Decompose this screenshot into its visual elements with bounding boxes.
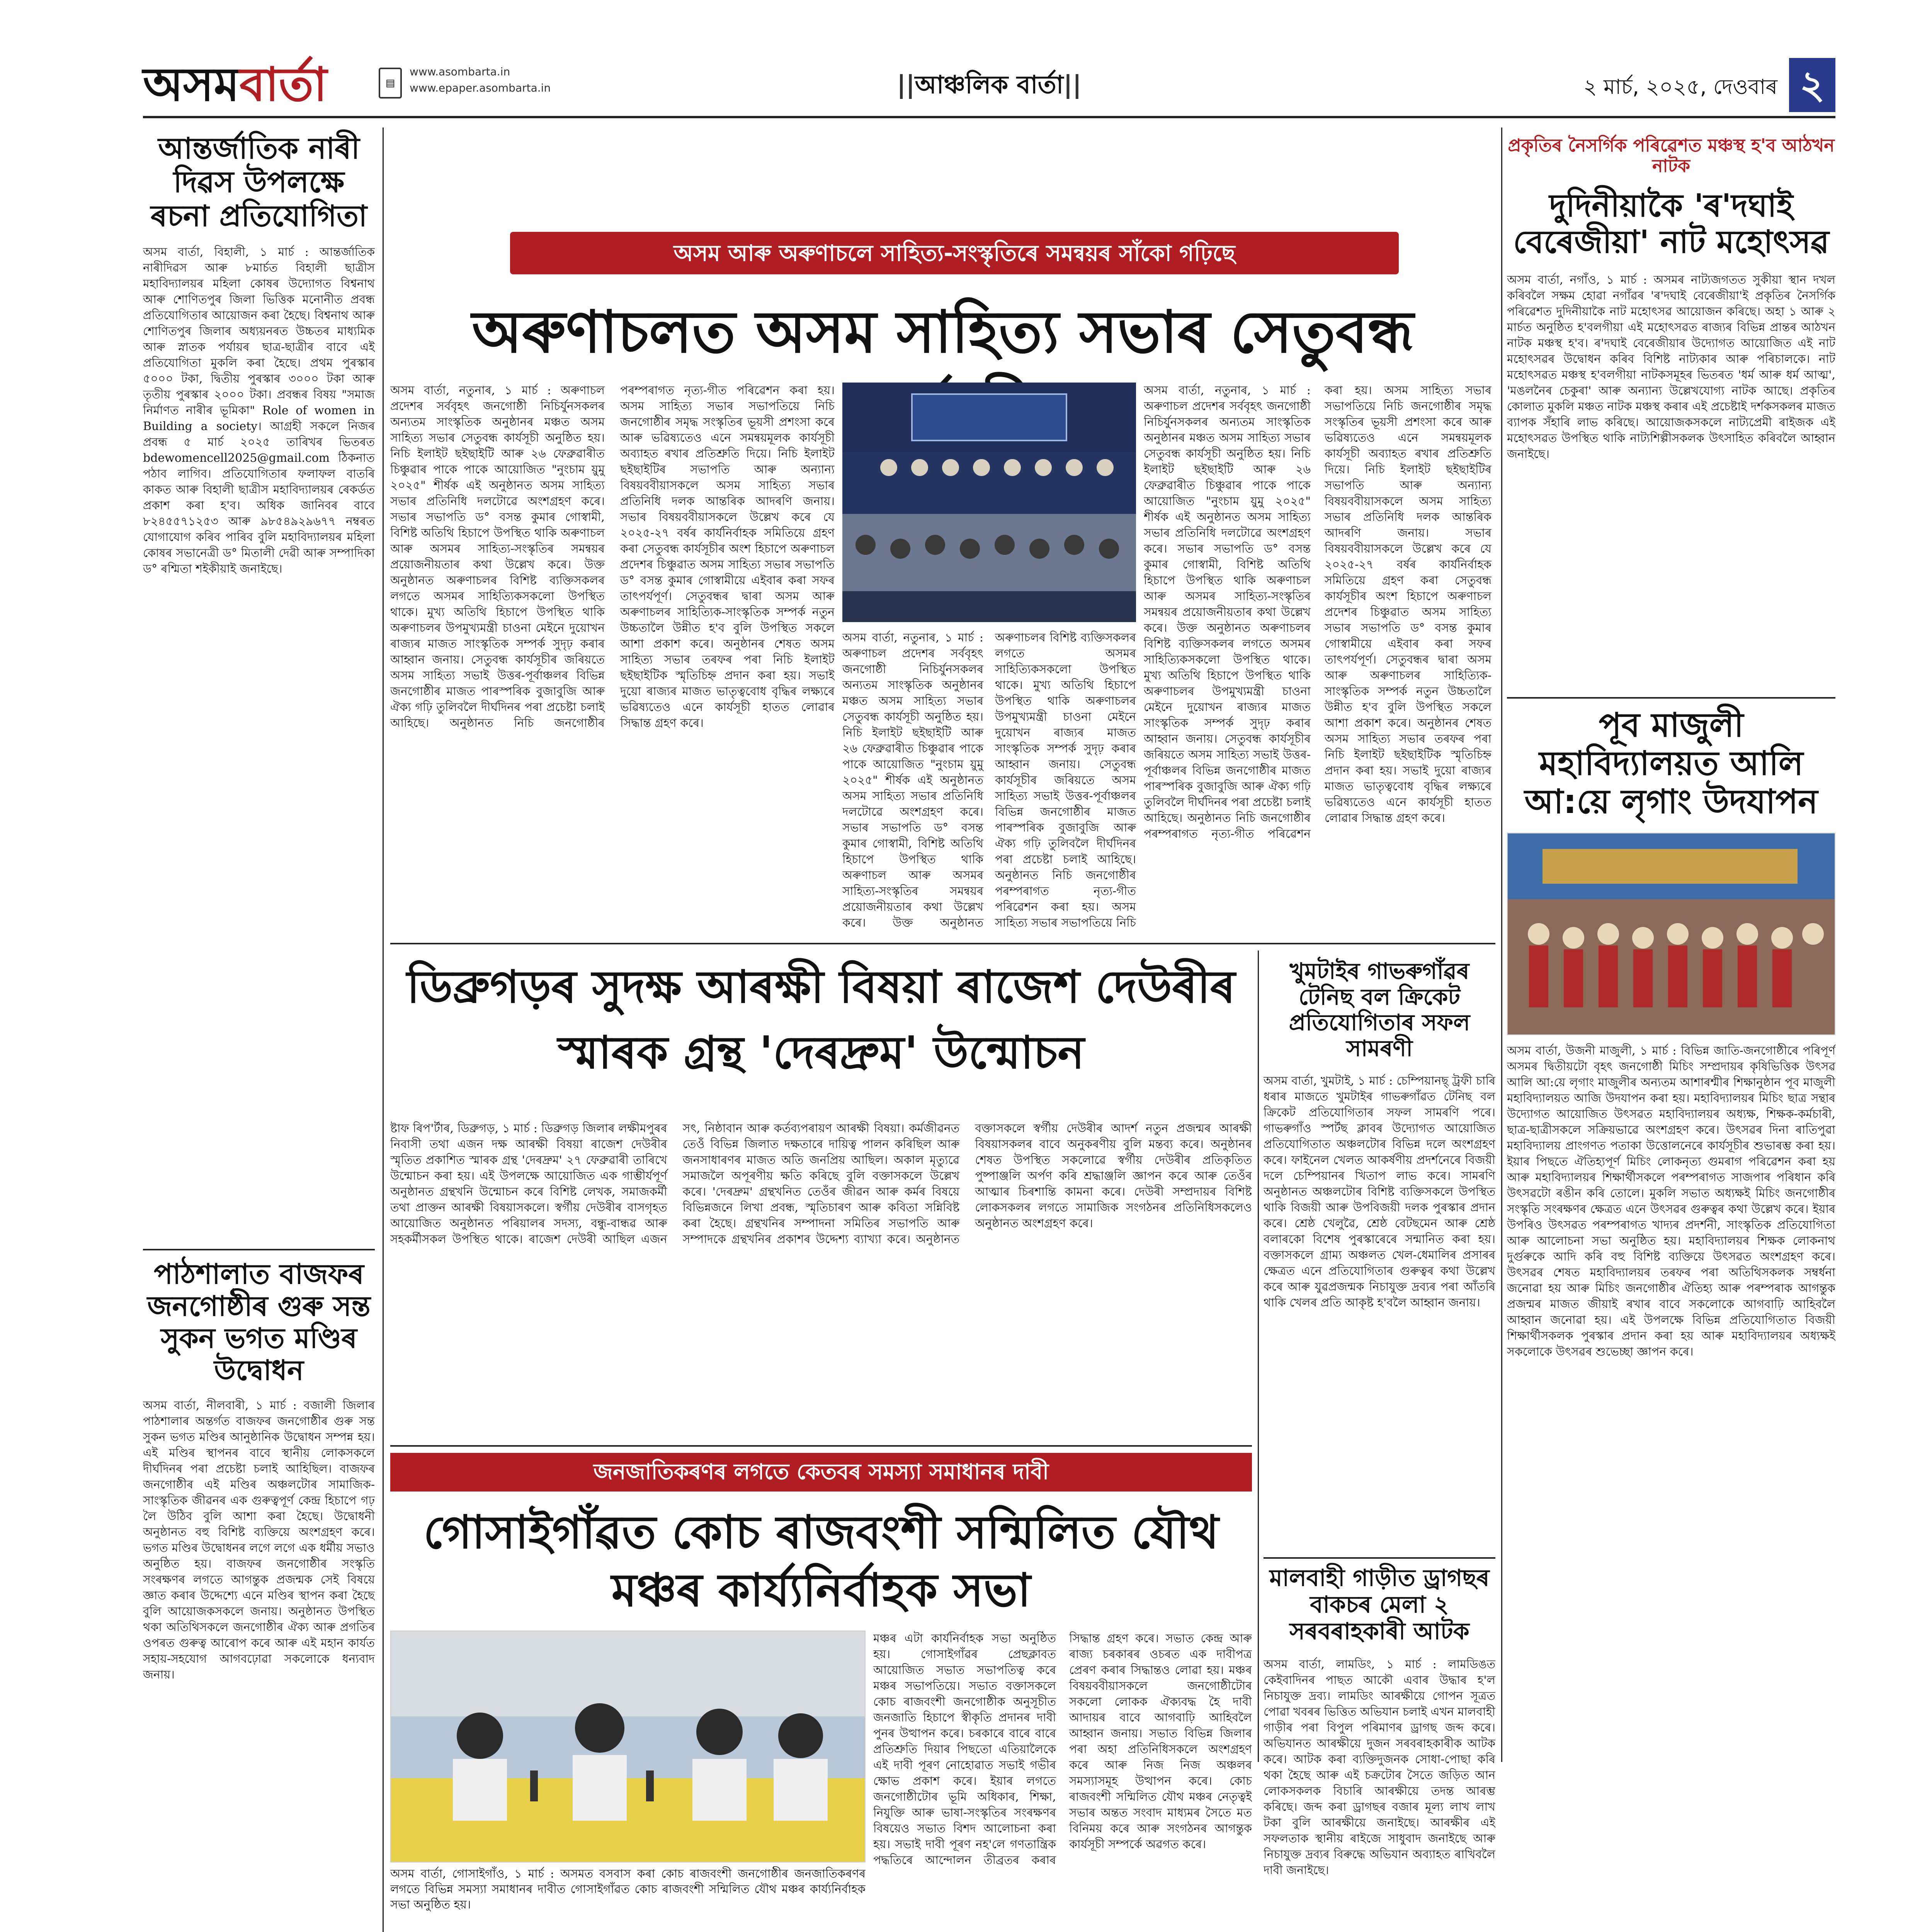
left-story1-body: অসম বাৰ্তা, বিহালী, ১ মাৰ্চ : আন্তৰ্জাতিক নাৰীদিৱস আৰু ৮মাৰ্চত বিহালী ছাত্ৰীস মহাবিদ্যালয়ৰ মহিলা কোষৰ উদ্যোগত বিশ্বনাথ আৰু শোণিতপুৰ জিলা ভিত্তিক মনোনীত প্ৰবন্ধ প্ৰতিযোগিতাৰ আয়োজন কৰা হৈছে। বিশ্বনাথ আৰু শোণিতপুৰ জিলাৰ অধ্যয়নৰত উচ্চতৰ মাধ্যমিক আৰু স্নাতক পৰ্যায়ৰ ছাত্ৰ-ছাত্ৰীৰ বাবে এই প্ৰতিযোগিতা মুকলি কৰা হৈছে। প্ৰথম পুৰস্কাৰ ৫০০০ টকা, দ্বিতীয় পুৰস্কাৰ ৩০০০ টকা আৰু তৃতীয় পুৰস্কাৰ ২০০০ টকা। প্ৰবন্ধৰ বিষয় "সমাজ নিৰ্মাণত নাৰীৰ ভূমিকা" Role of women in Building a society। আগ্ৰহী সকলে নিজৰ প্ৰবন্ধ ৫ মাৰ্চ ২০২৫ তাৰিখৰ ভিতৰত bdewomencell2025@gmail.com ঠিকনাত পঠাব লাগিব। প্ৰতিযোগিতাৰ ফলাফল বাতৰি কাকত আৰু বিহালী ছাত্ৰীস মহাবিদ্যালয়ৰ ৰেকৰ্ডত প্ৰকাশ কৰা হ'ব। অধিক জানিবৰ বাবে ৮২৪৫৫৭১২৫৩ আৰু ৯৮৫৪৯২৯৬৭৭ নম্বৰত যোগাযোগ কৰিব পাৰিব বুলি মহাবিদ্যালয়ৰ মহিলা কোষৰ সভানেত্ৰী ড° মিতালী দেৱী আৰু সম্পাদিকা ড° ৰশ্মিতা শইকীয়াই জনাইছে। xyxy=(143,245,375,576)
mid-body-text: ষ্টাফ ৰিপ'ৰ্টাৰ, ডিব্ৰুগড়, ১ মাৰ্চ : ডিব্ৰুগড় জিলাৰ লক্ষীমপুৰৰ নিবাসী তথা এজন দক্ষ আৰক্ষী বিষয়া ৰাজেশ দেউৰীৰ স্মৃতিত প্ৰকাশিত স্মাৰক গ্ৰন্থ 'দেৰদ্ৰুম' ২৭ ফেব্ৰুৱাৰী তাৰিখে উন্মোচন কৰা হয়। এই উপলক্ষে আয়োজিত এক গাম্ভীৰ্যপূৰ্ণ অনুষ্ঠানত গ্ৰন্থখনি উন্মোচন কৰে বিশিষ্ট লেখক, সমাজকৰ্মী তথা প্ৰাক্তন আৰক্ষী বিষয়াসকলে। স্বৰ্গীয় দেউৰীৰ বাসগৃহত আয়োজিত অনুষ্ঠানত পৰিয়ালৰ সদস্য, বন্ধু-বান্ধৱ আৰু সহকৰ্মীসকল উপস্থিত থাকে। ৰাজেশ দেউৰী আছিল এজন সৎ, নিষ্ঠাবান আৰু কৰ্তব্যপৰায়ণ আৰক্ষী বিষয়া। কৰ্মজীৱনত তেওঁ বিভিন্ন জিলাত দক্ষতাৰে দায়িত্ব পালন কৰিছিল আৰু জনসাধাৰণৰ মাজত অতি জনপ্ৰিয় আছিল। অকাল মৃত্যুৱে সমাজলৈ অপূৰণীয় ক্ষতি কৰিছে বুলি বক্তাসকলে উল্লেখ কৰে। 'দেৰদ্ৰুম' গ্ৰন্থখনিত তেওঁৰ জীৱন আৰু কৰ্মৰ বিষয়ে বিভিন্নজনে লিখা প্ৰবন্ধ, স্মৃতিচাৰণ আৰু কবিতা সন্নিবিষ্ট কৰা হৈছে। গ্ৰন্থখনিৰ সম্পাদনা সমিতিৰ সভাপতি আৰু সম্পাদকে গ্ৰন্থখনিৰ প্ৰকাশৰ উদ্দেশ্য ব্যাখ্যা কৰে। অনুষ্ঠানত বক্তাসকলে স্বৰ্গীয় দেউৰীৰ আদৰ্শ নতুন প্ৰজন্মৰ আৰক্ষী বিষয়াসকলৰ বাবে অনুকৰণীয় বুলি মন্তব্য কৰে। অনুষ্ঠানৰ শেষত উপস্থিত সকলোৱে স্বৰ্গীয় দেউৰীৰ প্ৰতিকৃতিত পুষ্পাঞ্জলি অৰ্পণ কৰি শ্ৰদ্ধাঞ্জলি জ্ঞাপন কৰে আৰু তেওঁৰ আত্মাৰ চিৰশান্তি কামনা কৰে। দেউৰী সম্প্ৰদায়ৰ বিশিষ্ট লোকসকলৰ লগতে সামাজিক সংগঠনৰ প্ৰতিনিধিসকলেও অনুষ্ঠানত অংশগ্ৰহণ কৰে। xyxy=(390,1122,1252,1246)
khumtai-divider xyxy=(1264,1557,1495,1559)
khumtai-story xyxy=(1264,951,1495,1553)
kachari-top-rule xyxy=(390,1445,1252,1447)
top-banner-text: অসম আৰু অৰুণাচলে সাহিত্য-সংস্কৃতিৰে সমন্বয়ৰ সাঁকো গঢ়িছে xyxy=(673,240,1235,266)
lead-body-text-continued: অসম বাৰ্তা, নতুনাৰ, ১ মাৰ্চ : অৰুণাচল প্ৰদেশৰ সৰ্ববৃহৎ জনগোষ্ঠী নিচিৰ্যুনসকলৰ অন্যতম সাংস্কৃতিক অনুষ্ঠানৰ মঞ্চত অসম সাহিত্য সভাৰ সেতুবন্ধ কাৰ্যসূচী অনুষ্ঠিত হয়। নিচি ইলাইট ছইছাইটি আৰু ২৬ ফেব্ৰুৱাৰীত চিঞ্চুৱাৰ পাকে পাকে আয়োজিত "নুংচাম য়ুমু ২০২৫" শীৰ্ষক এই অনুষ্ঠানত অসম সাহিত্য সভাৰ প্ৰতিনিধি দলটোৱে অংশগ্ৰহণ কৰে। সভাৰ সভাপতি ড° বসন্ত কুমাৰ গোস্বামী, বিশিষ্ট অতিথি হিচাপে উপস্থিত থাকি অৰুণাচল আৰু অসমৰ সাহিত্য-সংস্কৃতিৰ সমন্বয়ৰ প্ৰয়োজনীয়তাৰ কথা উল্লেখ কৰে। উক্ত অনুষ্ঠানত অৰুণাচলৰ বিশিষ্ট ব্যক্তিসকলৰ লগতে অসমৰ সাহিত্যিকসকলো উপস্থিত থাকে। মুখ্য অতিথি হিচাপে উপস্থিত থাকি অৰুণাচলৰ উপমুখ্যমন্ত্ৰী চাওনা মেইনে দুয়োখন ৰাজ্যৰ মাজত সাংস্কৃতিক সম্পৰ্ক সুদৃঢ় কৰাৰ আহ্বান জনায়। সেতুবন্ধ কাৰ্যসূচীৰ জৰিয়তে অসম সাহিত্য সভাই উত্তৰ-পূৰ্বাঞ্চলৰ বিভিন্ন জনগোষ্ঠীৰ মাজত পাৰস্পৰিক বুজাবুজি আৰু ঐক্য গঢ়ি তুলিবলৈ দীৰ্ঘদিনৰ পৰা প্ৰচেষ্টা চলাই আহিছে। অনুষ্ঠানত নিচি জনগোষ্ঠীৰ পৰম্পৰাগত নৃত্য-গীত পৰিৱেশন কৰা হয়। অসম সাহিত্য সভাৰ সভাপতিয়ে নিচি জনগোষ্ঠীৰ সমৃদ্ধ সংস্কৃতিৰ ভূয়সী প্ৰশংসা কৰে আৰু ভৱিষ্যতেও এনে সমন্বয়মূলক কাৰ্যসূচী অব্যাহত ৰখাৰ প্ৰতিশ্ৰুতি দিয়ে। নিচি ইলাইট ছইছাইটিৰ সভাপতি আৰু অন্যান্য বিষয়ববীয়াসকলে অসম সাহিত্য সভাৰ প্ৰতিনিধি দলক আন্তৰিক আদৰণি জনায়। সভাৰ বিষয়ববীয়াসকলে উল্লেখ কৰে যে ২০২৫-২৭ বৰ্ষৰ কাৰ্যনিৰ্বাহক সমিতিয়ে গ্ৰহণ কৰা সেতুবন্ধ কাৰ্যসূচীৰ অংশ হিচাপে অৰুণাচল প্ৰদেশৰ চিঞ্চুৱাত অসম সাহিত্য সভাৰ সভাপতি ড° বসন্ত কুমাৰ গোস্বামীয়ে এইবাৰ কৰা সফৰ তাৎপৰ্যপূৰ্ণ। সেতুবন্ধৰ দ্বাৰা অসম আৰু অৰুণাচলৰ সাহিত্যিক-সাংস্কৃতিক সম্পৰ্ক নতুন উচ্চতালৈ উন্নীত হ'ব বুলি উপস্থিত সকলে আশা প্ৰকাশ কৰে। অনুষ্ঠানৰ শেষত অসম সাহিত্য সভাৰ তৰফৰ পৰা নিচি ইলাইট ছইছাইটিক স্মৃতিচিহ্ন প্ৰদান কৰা হয়। সভাই দুয়ো ৰাজ্যৰ মাজত ভাতৃত্ববোধ বৃদ্ধিৰ লক্ষ্যৰে ভৱিষ্যতেও এনে কাৰ্যসূচী হাতত লোৱাৰ সিদ্ধান্ত গ্ৰহণ কৰে। xyxy=(1144,384,1492,841)
kachari-caption: অসম বাৰ্তা, গোসাইগাঁও, ১ মাৰ্চ : অসমত বসবাস কৰা কোচ ৰাজবংশী জনগোষ্ঠীৰ জনজাতিকৰণৰ লগতে বিভিন্ন সমস্যা সমাধানৰ দাবীত গোসাইগাঁৱত কোচ ৰাজবংশী সন্মিলিত যৌথ মঞ্চৰ কাৰ্য্যনিৰ্বাহক সভা অনুষ্ঠিত হয়। xyxy=(390,1867,866,1912)
kachari-banner xyxy=(390,1453,1252,1492)
khumtai-body: অসম বাৰ্তা, খুমটাই, ১ মাৰ্চ : চেম্পিয়ানছ্ ট্ৰফী চাৰি ধৰাৰ মাজতে খুমটাইৰ গাভৰুগাঁৱত টেনিছ বল ক্ৰিকেট প্ৰতিযোগিতাৰ সফল সামৰণি পৰে। গাভৰুগাঁও স্পৰ্টছ ক্লাবৰ উদ্যোগত আয়োজিত প্ৰতিযোগিতাত অঞ্চলটোৰ বিভিন্ন দলে অংশগ্ৰহণ কৰে। ফাইনেল খেলত আকৰ্ষণীয় প্ৰদৰ্শনেৰে বিজয়ী দলে চেম্পিয়ানৰ খিতাপ লাভ কৰে। সামৰণি অনুষ্ঠানত অঞ্চলটোৰ বিশিষ্ট ব্যক্তিসকলে উপস্থিত থাকি বিজয়ী আৰু উপবিজয়ী দলক পুৰস্কাৰ প্ৰদান কৰে। শ্ৰেষ্ঠ খেলুৱৈ, শ্ৰেষ্ঠ বেটছমেন আৰু শ্ৰেষ্ঠ বলাৰকো বিশেষ পুৰস্কাৰেৰে সন্মানিত কৰা হয়। বক্তাসকলে গ্ৰাম্য অঞ্চলত খেল-ধেমালিৰ প্ৰসাৰৰ ক্ষেত্ৰত এনে প্ৰতিযোগিতাৰ গুৰুত্বৰ কথা উল্লেখ কৰে আৰু যুৱপ্ৰজন্মক নিচাযুক্ত দ্ৰব্যৰ পৰা আঁতৰি থাকি খেলৰ প্ৰতি আকৃষ্ট হ'বলৈ আহ্বান জনায়। xyxy=(1264,1074,1495,1310)
majuli-photo xyxy=(1507,833,1835,1035)
right-kicker: প্ৰকৃতিৰ নৈসৰ্গিক পৰিৱেশত মঞ্চস্থ হ'ব আঠখন নাটক xyxy=(1508,135,1835,176)
khumtai-headline: খুমটাইৰ গাভৰুগাঁৱৰ টেনিছ বল ক্ৰিকেট প্ৰতিযোগিতাৰ সফল সামৰণী xyxy=(1289,958,1470,1062)
majuli-headline: পূব মাজুলী মহাবিদ্যালয়ত আলি আ:য়ে লৃগাং উদযাপন xyxy=(1524,706,1818,821)
kachari-banner-text: জনজাতিকৰণৰ লগতে কেতবৰ সমস্যা সমাধানৰ দাবী xyxy=(593,1459,1049,1485)
left-story1-headline: আন্তৰ্জাতিক নাৰী দিৱস উপলক্ষে ৰচনা প্ৰতিযোগিতা xyxy=(150,131,367,233)
mid-body xyxy=(390,1121,1252,1437)
lamding-headline: মালবাহী গাড়ীত ড্ৰাগছৰ বাকচৰ মেলা ২ সৰবৰাহকাৰী আটক xyxy=(1269,1565,1490,1645)
epaper-icon: ▤ xyxy=(379,68,402,99)
left-story2-headline: পাঠশালাত বাজফৰ জনগোষ্ঠীৰ গুৰু সন্ত সুকন ভগত মণ্ডিৰ উদ্বোধন xyxy=(147,1258,371,1386)
masthead xyxy=(0,0,1932,131)
left-column-rule xyxy=(383,128,384,1932)
right-column-rule xyxy=(1501,128,1502,1762)
masthead-logo xyxy=(143,58,375,112)
majuli-body: অসম বাৰ্তা, উজনী মাজুলী, ১ মাৰ্চ : বিভিন্ন জাতি-জনগোষ্ঠীৰে পৰিপূৰ্ণ অসমৰ দ্বিতীয়টো বৃহৎ জনগোষ্ঠী মিচিং সম্প্ৰদায়ৰ কৃষিভিত্তিক উৎসৱ আলি আ:য়ে লৃগাং মাজুলীৰ অন্যতম আশাৰশ্মীৰ শিক্ষানুষ্ঠান পূব মাজুলী মহাবিদ্যালয়ত আজি উদযাপন কৰা হয়। মহাবিদ্যালয়ৰ মিচিং ছাত্ৰ সন্থাৰ উদ্যোগত আয়োজিত উৎসৱত মহাবিদ্যালয়ৰ অধ্যক্ষ, শিক্ষক-কৰ্মচাৰী, ছাত্ৰ-ছাত্ৰীসকলে সক্ৰিয়ভাৱে অংশগ্ৰহণ কৰে। উৎসৱৰ দিনা ৰাতিপুৱা মহাবিদ্যালয় প্ৰাংগণত পতাকা উত্তোলনেৰে কাৰ্যসূচীৰ শুভাৰম্ভ কৰা হয়। ইয়াৰ পিছতে ঐতিহ্যপূৰ্ণ মিচিং লোকনৃত্য গুমৰাগ পৰিৱেশন কৰা হয় আৰু মহাবিদ্যালয়ৰ শিক্ষাৰ্থীসকলে পৰম্পৰাগত সাজপাৰ পৰিধান কৰি উৎসৱটো ৰঙীন কৰি তোলে। মুকলি সভাত অধ্যক্ষই মিচিং জনগোষ্ঠীৰ সংস্কৃতি সংৰক্ষণৰ ক্ষেত্ৰত এনে উৎসৱৰ গুৰুত্বৰ কথা উল্লেখ কৰে। ইয়াৰ উপৰিও উৎসৱত পৰম্পৰাগত খাদ্যৰ প্ৰদৰ্শনী, সাংস্কৃতিক প্ৰতিযোগিতা আৰু আলোচনা সভা অনুষ্ঠিত হয়। মহাবিদ্যালয়ৰ শিক্ষক লোকনাথ দুৰ্গুৰুকে আদি কৰি বহু বিশিষ্ট ব্যক্তিয়ে উৎসৱত অংশগ্ৰহণ কৰে। উৎসৱৰ শেষত মহাবিদ্যালয়ৰ তৰফৰ পৰা অতিথিসকলক সম্বৰ্ধনা জনোৱা হয় আৰু মিচিং জনগোষ্ঠীৰ ঐতিহ্য আৰু পৰম্পৰাক আগন্তুক প্ৰজন্মৰ মাজত জীয়াই ৰখাৰ বাবে সকলোকে আগবাঢ়ি আহিবলৈ আহ্বান জনোৱা হয়। এই উপলক্ষে বিভিন্ন প্ৰতিযোগিতাত বিজয়ী শিক্ষাৰ্থীসকলক পুৰস্কাৰ প্ৰদান কৰা হয় আৰু মহাবিদ্যালয়ৰ অধ্যক্ষই সকলোকে উৎসৱৰ শুভেচ্ছা জ্ঞাপন কৰে। xyxy=(1507,1044,1835,1359)
kachari-body xyxy=(873,1631,1252,1932)
kachari-photo xyxy=(390,1631,866,1862)
masthead-divider xyxy=(143,116,1835,118)
majuli-photo-image xyxy=(1508,833,1835,1034)
masthead-urls xyxy=(410,64,603,106)
lead-bottom-rule xyxy=(390,943,1495,944)
kachari-headline: গোসাইগাঁৱত কোচ ৰাজবংশী সন্মিলিত যৌথ মঞ্চৰ কাৰ্য্যনিৰ্বাহক সভা xyxy=(423,1505,1219,1617)
kachari-body-text: মঞ্চৰ এটা কাৰ্যনিৰ্বাহক সভা অনুষ্ঠিত হয়। গোসাইগাঁৱৰ প্ৰেছক্লাবত আয়োজিত সভাত সভাপতিত্ব কৰে মঞ্চৰ সভাপতিয়ে। সভাত বক্তাসকলে কোচ ৰাজবংশী জনগোষ্ঠীক অনুসূচীত জনজাতি হিচাপে স্বীকৃতি প্ৰদানৰ দাবী পুনৰ উত্থাপন কৰে। চৰকাৰে বাৰে বাৰে প্ৰতিশ্ৰুতি দিয়াৰ পিছতো এতিয়ালৈকে এই দাবী পূৰণ নোহোৱাত সভাই গভীৰ ক্ষোভ প্ৰকাশ কৰে। ইয়াৰ লগতে জনগোষ্ঠীটোৰ ভূমি অধিকাৰ, শিক্ষা, নিযুক্তি আৰু ভাষা-সংস্কৃতিৰ সংৰক্ষণৰ বিষয়েও সভাত বিশদ আলোচনা কৰা হয়। সভাই দাবী পূৰণ নহ'লে গণতান্ত্ৰিক পদ্ধতিৰে আন্দোলন তীব্ৰতৰ কৰাৰ সিদ্ধান্ত গ্ৰহণ কৰে। সভাত কেন্দ্ৰ আৰু ৰাজ্য চৰকাৰৰ ওচৰত এক দাবীপত্ৰ প্ৰেৰণ কৰাৰ সিদ্ধান্তও লোৱা হয়। মঞ্চৰ বিষয়ববীয়াসকলে জনগোষ্ঠীটোৰ সকলো লোকক ঐক্যবদ্ধ হৈ দাবী আদায়ৰ বাবে আগবাঢ়ি আহিবলৈ আহ্বান জনায়। সভাত বিভিন্ন জিলাৰ পৰা অহা প্ৰতিনিধিসকলে অংশগ্ৰহণ কৰে আৰু নিজ নিজ অঞ্চলৰ সমস্যাসমূহ উত্থাপন কৰে। কোচ ৰাজবংশী সন্মিলিত যৌথ মঞ্চৰ নেতৃত্বই সভাৰ অন্তত সংবাদ মাধ্যমৰ সৈতে মত বিনিময় কৰে আৰু সংগঠনৰ আগন্তুক কাৰ্যসূচী সম্পৰ্কে অৱগত কৰে। xyxy=(873,1632,1252,1867)
lead-body-left xyxy=(390,383,835,935)
lead-photo xyxy=(842,383,1136,622)
logo-prefix: অসম xyxy=(143,58,240,112)
lead-body-text: অসম বাৰ্তা, নতুনাৰ, ১ মাৰ্চ : অৰুণাচল প্ৰদেশৰ সৰ্ববৃহৎ জনগোষ্ঠী নিচিৰ্যুনসকলৰ অন্যতম সাংস্কৃতিক অনুষ্ঠানৰ মঞ্চত অসম সাহিত্য সভাৰ সেতুবন্ধ কাৰ্যসূচী অনুষ্ঠিত হয়। নিচি ইলাইট ছইছাইটি আৰু ২৬ ফেব্ৰুৱাৰীত চিঞ্চুৱাৰ পাকে পাকে আয়োজিত "নুংচাম য়ুমু ২০২৫" শীৰ্ষক এই অনুষ্ঠানত অসম সাহিত্য সভাৰ প্ৰতিনিধি দলটোৱে অংশগ্ৰহণ কৰে। সভাৰ সভাপতি ড° বসন্ত কুমাৰ গোস্বামী, বিশিষ্ট অতিথি হিচাপে উপস্থিত থাকি অৰুণাচল আৰু অসমৰ সাহিত্য-সংস্কৃতিৰ সমন্বয়ৰ প্ৰয়োজনীয়তাৰ কথা উল্লেখ কৰে। উক্ত অনুষ্ঠানত অৰুণাচলৰ বিশিষ্ট ব্যক্তিসকলৰ লগতে অসমৰ সাহিত্যিকসকলো উপস্থিত থাকে। মুখ্য অতিথি হিচাপে উপস্থিত থাকি অৰুণাচলৰ উপমুখ্যমন্ত্ৰী চাওনা মেইনে দুয়োখন ৰাজ্যৰ মাজত সাংস্কৃতিক সম্পৰ্ক সুদৃঢ় কৰাৰ আহ্বান জনায়। সেতুবন্ধ কাৰ্যসূচীৰ জৰিয়তে অসম সাহিত্য সভাই উত্তৰ-পূৰ্বাঞ্চলৰ বিভিন্ন জনগোষ্ঠীৰ মাজত পাৰস্পৰিক বুজাবুজি আৰু ঐক্য গঢ়ি তুলিবলৈ দীৰ্ঘদিনৰ পৰা প্ৰচেষ্টা চলাই আহিছে। অনুষ্ঠানত নিচি জনগোষ্ঠীৰ পৰম্পৰাগত নৃত্য-গীত পৰিৱেশন কৰা হয়। অসম সাহিত্য সভাৰ সভাপতিয়ে নিচি জনগোষ্ঠীৰ সমৃদ্ধ সংস্কৃতিৰ ভূয়সী প্ৰশংসা কৰে আৰু ভৱিষ্যতেও এনে সমন্বয়মূলক কাৰ্যসূচী অব্যাহত ৰখাৰ প্ৰতিশ্ৰুতি দিয়ে। নিচি ইলাইট ছইছাইটিৰ সভাপতি আৰু অন্যান্য বিষয়ববীয়াসকলে অসম সাহিত্য সভাৰ প্ৰতিনিধি দলক আন্তৰিক আদৰণি জনায়। সভাৰ বিষয়ববীয়াসকলে উল্লেখ কৰে যে ২০২৫-২৭ বৰ্ষৰ কাৰ্যনিৰ্বাহক সমিতিয়ে গ্ৰহণ কৰা সেতুবন্ধ কাৰ্যসূচীৰ অংশ হিচাপে অৰুণাচল প্ৰদেশৰ চিঞ্চুৱাত অসম সাহিত্য সভাৰ সভাপতি ড° বসন্ত কুমাৰ গোস্বামীয়ে এইবাৰ কৰা সফৰ তাৎপৰ্যপূৰ্ণ। সেতুবন্ধৰ দ্বাৰা অসম আৰু অৰুণাচলৰ সাহিত্যিক-সাংস্কৃতিক সম্পৰ্ক নতুন উচ্চতালৈ উন্নীত হ'ব বুলি উপস্থিত সকলে আশা প্ৰকাশ কৰে। অনুষ্ঠানৰ শেষত অসম সাহিত্য সভাৰ তৰফৰ পৰা নিচি ইলাইট ছইছাইটিক স্মৃতিচিহ্ন প্ৰদান কৰা হয়। সভাই দুয়ো ৰাজ্যৰ মাজত ভাতৃত্ববোধ বৃদ্ধিৰ লক্ষ্যৰে ভৱিষ্যতেও এনে কাৰ্যসূচী হাতত লোৱাৰ সিদ্ধান্ত গ্ৰহণ কৰে। xyxy=(390,384,835,730)
lead-body-under-photo xyxy=(842,630,1136,935)
url-main[interactable]: www.asombarta.in xyxy=(410,65,510,78)
logo-suffix: বাৰ্তা xyxy=(239,58,327,112)
lead-body-right xyxy=(1144,383,1492,935)
lead-headline: অৰুণাচলত অসম সাহিত্য সভাৰ সেতুবন্ধ xyxy=(472,299,1414,366)
issue-date: ২ মাৰ্চ, ২০২৫, দেওবাৰ xyxy=(1583,75,1777,99)
section-label: ||আঞ্চলিক বাৰ্তা|| xyxy=(897,71,1082,99)
lamding-body: অসম বাৰ্তা, লামডিং, ১ মাৰ্চ : লামডিঙত কেইবাদিনৰ পাছত আকৌ এবাৰ উদ্ধাৰ হ'ল নিচাযুক্ত দ্ৰব্য। লামডিং আৰক্ষীয়ে গোপন সূত্ৰত পোৱা খবৰৰ ভিত্তিত অভিযান চলাই এখন মালবাহী গাড়ীৰ পৰা বিপুল পৰিমাণৰ ড্ৰাগছ জব্দ কৰে। অভিযানত আৰক্ষীয়ে দুজন সৰবৰাহকাৰীক আটক কৰে। আটক কৰা ব্যক্তিদুজনক সোধা-পোছা কৰি থকা হৈছে আৰু এই চক্ৰটোৰ সৈতে জড়িত আন লোকসকলক বিচাৰি আৰক্ষীয়ে তদন্ত আৰম্ভ কৰিছে। জব্দ কৰা ড্ৰাগছৰ বজাৰ মূল্য লাখ লাখ টকা বুলি আৰক্ষীয়ে জনাইছে। আৰক্ষীৰ এই সফলতাক স্থানীয় ৰাইজে সাধুবাদ জনাইছে আৰু নিচাযুক্ত দ্ৰব্যৰ বিৰুদ্ধে অভিযান অব্যাহত ৰাখিবলৈ দাবী জনাইছে। xyxy=(1264,1658,1495,1877)
right-column xyxy=(1507,128,1835,1789)
mid-right-rule xyxy=(1258,951,1259,1762)
page-number: ২ xyxy=(1799,62,1825,107)
url-epaper[interactable]: www.epaper.asombarta.in xyxy=(410,82,551,94)
kachari-photo-image xyxy=(391,1631,866,1862)
right-headline: দুদিনীয়াকৈ 'ৰ'দঘাই বেৰেজীয়া' নাট মহোৎসৱ xyxy=(1513,187,1829,261)
lead-photo-image xyxy=(842,383,1136,622)
page-number-badge xyxy=(1789,58,1835,112)
lamding-story xyxy=(1264,1565,1495,1932)
right-divider xyxy=(1507,697,1835,699)
right-body: অসম বাৰ্তা, নগাঁও, ১ মাৰ্চ : অসমৰ নাট্যজগতত সুকীয়া স্থান দখল কৰিবলৈ সক্ষম হোৱা নগাঁৱৰ 'ৰ'দঘাই বেৰেজীয়া'ই প্ৰকৃতিৰ নৈসৰ্গিক পৰিৱেশত দুদিনীয়াকৈ নাট মহোৎসৱ আয়োজন কৰিছে। অহা ১ আৰু ২ মাৰ্চত অনুষ্ঠিত হ'বলগীয়া এই মহোৎসৱত ৰাজ্যৰ বিভিন্ন প্ৰান্তৰ আঠখন নাটক মঞ্চস্থ হ'ব। ৰ'দঘাই বেৰেজীয়াৰ উদ্যোগত আয়োজিত এই নাট মহোৎসৱৰ উদ্বোধন কৰিব বিশিষ্ট নাট্যকাৰ আৰু পৰিচালকে। নাট মহোৎসৱত মঞ্চস্থ হ'বলগীয়া নাটকসমূহৰ ভিতৰত 'ধৰ্ম আৰু ধৰ্ম আত্ম', 'মঙলনৈৰ চেকুৰা' আৰু অন্যান্য উল্লেখযোগ্য নাটক আছে। প্ৰকৃতিৰ কোলাত মুকলি মঞ্চত নাটক মঞ্চস্থ কৰাৰ এই প্ৰচেষ্টাই দৰ্শকসকলৰ মাজত ব্যাপক সঁহাৰি লাভ কৰিছে। আয়োজকসকলে নাট্যপ্ৰেমী ৰাইজক এই মহোৎসৱত উপস্থিত থাকি নাট্যশিল্পীসকলক উৎসাহিত কৰিবলৈ আহ্বান জনাইছে। xyxy=(1507,273,1835,461)
lead-body-text-photo-col: অসম বাৰ্তা, নতুনাৰ, ১ মাৰ্চ : অৰুণাচল প্ৰদেশৰ সৰ্ববৃহৎ জনগোষ্ঠী নিচিৰ্যুনসকলৰ অন্যতম সাংস্কৃতিক অনুষ্ঠানৰ মঞ্চত অসম সাহিত্য সভাৰ সেতুবন্ধ কাৰ্যসূচী অনুষ্ঠিত হয়। নিচি ইলাইট ছইছাইটি আৰু ২৬ ফেব্ৰুৱাৰীত চিঞ্চুৱাৰ পাকে পাকে আয়োজিত "নুংচাম য়ুমু ২০২৫" শীৰ্ষক এই অনুষ্ঠানত অসম সাহিত্য সভাৰ প্ৰতিনিধি দলটোৱে অংশগ্ৰহণ কৰে। সভাৰ সভাপতি ড° বসন্ত কুমাৰ গোস্বামী, বিশিষ্ট অতিথি হিচাপে উপস্থিত থাকি অৰুণাচল আৰু অসমৰ সাহিত্য-সংস্কৃতিৰ সমন্বয়ৰ প্ৰয়োজনীয়তাৰ কথা উল্লেখ কৰে। উক্ত অনুষ্ঠানত অৰুণাচলৰ বিশিষ্ট ব্যক্তিসকলৰ লগতে অসমৰ সাহিত্যিকসকলো উপস্থিত থাকে। মুখ্য অতিথি হিচাপে উপস্থিত থাকি অৰুণাচলৰ উপমুখ্যমন্ত্ৰী চাওনা মেইনে দুয়োখন ৰাজ্যৰ মাজত সাংস্কৃতিক সম্পৰ্ক সুদৃঢ় কৰাৰ আহ্বান জনায়। সেতুবন্ধ কাৰ্যসূচীৰ জৰিয়তে অসম সাহিত্য সভাই উত্তৰ-পূৰ্বাঞ্চলৰ বিভিন্ন জনগোষ্ঠীৰ মাজত পাৰস্পৰিক বুজাবুজি আৰু ঐক্য গঢ়ি তুলিবলৈ দীৰ্ঘদিনৰ পৰা প্ৰচেষ্টা চলাই আহিছে। অনুষ্ঠানত নিচি জনগোষ্ঠীৰ পৰম্পৰাগত নৃত্য-গীত পৰিৱেশন কৰা হয়। অসম সাহিত্য সভাৰ সভাপতিয়ে নিচি xyxy=(842,631,1136,930)
section-title: আঞ্চলিক বাৰ্তা xyxy=(915,71,1064,99)
left-divider xyxy=(143,1249,375,1250)
mid-headline: ডিব্ৰুগড়ৰ সুদক্ষ আৰক্ষী বিষয়া ৰাজেশ দেউৰীৰ স্মাৰক গ্ৰন্থ 'দেৰদ্ৰুম' উন্মোচন xyxy=(406,961,1236,1079)
top-banner xyxy=(510,232,1399,274)
left-column xyxy=(143,128,375,1932)
left-story2-body: অসম বাৰ্তা, নীলবাৰী, ১ মাৰ্চ : বজালী জিলাৰ পাঠশালাৰ অন্তৰ্গত বাজফৰ জনগোষ্ঠীৰ গুৰু সন্ত সুকন ভগত মণ্ডিৰ আনুষ্ঠানিক উদ্বোধন সম্পন্ন হয়। এই মণ্ডিৰ স্থাপনৰ বাবে স্থানীয় লোকসকলে দীৰ্ঘদিনৰ পৰা প্ৰচেষ্টা চলাই আহিছিল। বাজফৰ জনগোষ্ঠীৰ এই মণ্ডিৰ অঞ্চলটোৰ সামাজিক-সাংস্কৃতিক জীৱনৰ এক গুৰুত্বপূৰ্ণ কেন্দ্ৰ হিচাপে গঢ় লৈ উঠিব বুলি আশা কৰা হৈছে। উদ্বোধনী অনুষ্ঠানত বহু বিশিষ্ট ব্যক্তিয়ে অংশগ্ৰহণ কৰে। ভগত মণ্ডিৰ উদ্বোধনৰ লগে লগে এক ধৰ্মীয় সভাও অনুষ্ঠিত হয়। বাজফৰ জনগোষ্ঠীৰ সংস্কৃতি সংৰক্ষণৰ লগতে আগন্তুক প্ৰজন্মক সেই বিষয়ে জ্ঞাত কৰাৰ উদ্দেশ্যে এনে মণ্ডিৰ স্থাপন কৰা হৈছে বুলি আয়োজকসকলে জনায়। অনুষ্ঠানত উপস্থিত থকা অতিথিসকলে জনগোষ্ঠীৰ ঐক্য আৰু প্ৰগতিৰ ওপৰত গুৰুত্ব আৰোপ কৰে আৰু এই মহান কাৰ্যত সহায়-সহযোগ আগবঢ়োৱা সকলোকে ধন্যবাদ জনায়। xyxy=(143,1399,375,1682)
